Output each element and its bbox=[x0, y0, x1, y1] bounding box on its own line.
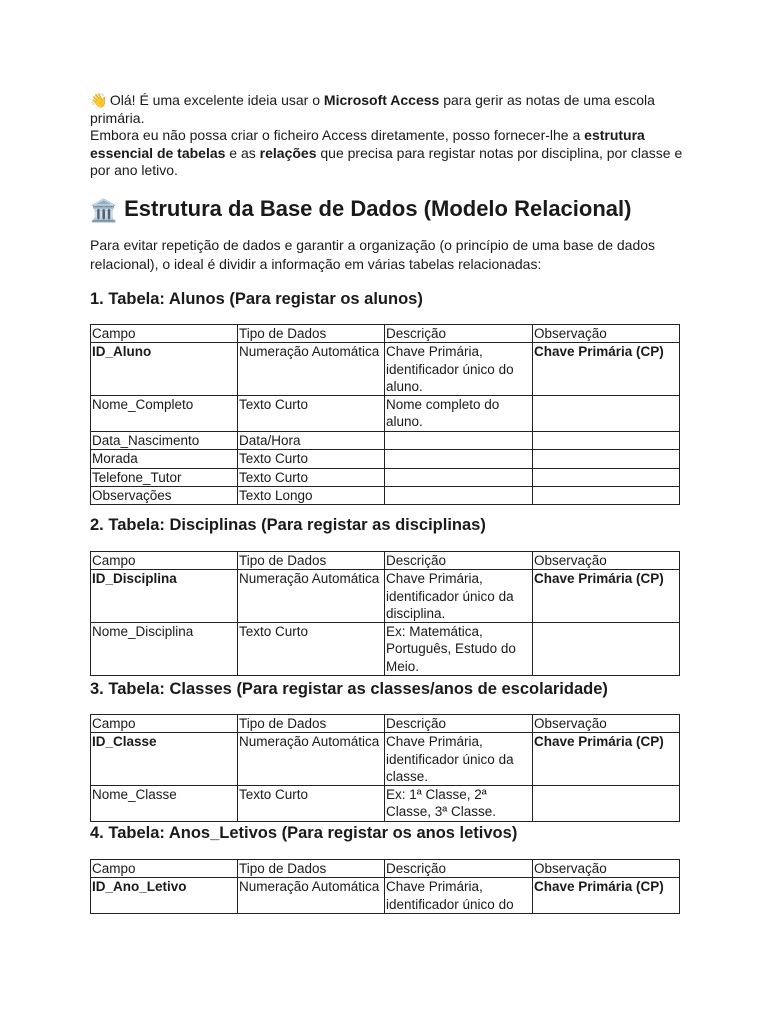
cell-tipo: Numeração Automática bbox=[238, 733, 385, 786]
cell-campo: Nome_Completo bbox=[91, 396, 238, 432]
header-cell: Observação bbox=[533, 552, 680, 570]
table-row bbox=[91, 468, 680, 486]
table-row bbox=[91, 343, 680, 396]
table-header-row bbox=[91, 860, 680, 878]
intro-bold: Microsoft Access bbox=[323, 92, 440, 108]
cell-tipo: Numeração Automática bbox=[238, 343, 385, 396]
table-disciplinas bbox=[90, 551, 680, 676]
table-row bbox=[91, 450, 680, 468]
header-cell: Campo bbox=[91, 715, 238, 733]
cell-observacao bbox=[533, 432, 680, 450]
header-cell: Tipo de Dados bbox=[238, 552, 385, 570]
cell-tipo: Texto Curto bbox=[238, 623, 385, 676]
classical-building-icon: 🏛️ bbox=[90, 198, 118, 223]
cell-descricao: Chave Primária, identificador único do aluno. bbox=[385, 343, 533, 396]
header-cell: Descrição bbox=[385, 325, 533, 343]
cell-campo: Nome_Disciplina bbox=[91, 623, 238, 676]
section-heading-text: Estrutura da Base de Dados (Modelo Relacional) bbox=[124, 196, 632, 221]
table-row bbox=[91, 786, 680, 822]
cell-campo: Morada bbox=[91, 450, 238, 468]
header-cell: Descrição bbox=[385, 552, 533, 570]
table-row bbox=[91, 432, 680, 450]
header-cell: Campo bbox=[91, 860, 238, 878]
cell-descricao: Ex: 1ª Classe, 2ª Classe, 3ª Classe. bbox=[385, 786, 533, 822]
cell-descricao bbox=[385, 450, 533, 468]
cell-campo: Telefone_Tutor bbox=[91, 468, 238, 486]
cell-tipo: Texto Curto bbox=[238, 786, 385, 822]
cell-observacao: Chave Primária (CP) bbox=[533, 570, 680, 623]
table-row bbox=[91, 487, 680, 505]
cell-observacao bbox=[533, 450, 680, 468]
cell-campo: ID_Disciplina bbox=[91, 570, 238, 623]
header-cell: Observação bbox=[533, 860, 680, 878]
cell-tipo: Texto Curto bbox=[238, 450, 385, 468]
cell-tipo: Texto Curto bbox=[238, 396, 385, 432]
cell-campo: Observações bbox=[91, 487, 238, 505]
intro-text: que precisa para registar notas por disciplina, por classe e por ano letivo. bbox=[90, 144, 683, 178]
intro-text: e as bbox=[225, 144, 260, 161]
cell-descricao: Ex: Matemática, Português, Estudo do Meio. bbox=[385, 623, 533, 676]
cell-descricao: Chave Primária, identificador único da classe. bbox=[385, 733, 533, 786]
cell-observacao: Chave Primária (CP) bbox=[533, 878, 680, 914]
table-anos-letivos bbox=[90, 859, 680, 914]
section-heading bbox=[90, 194, 730, 226]
intro-paragraph bbox=[90, 92, 690, 180]
intro-text: para gerir as notas de uma escola primária. bbox=[90, 92, 655, 126]
header-cell: Descrição bbox=[385, 860, 533, 878]
header-cell: Tipo de Dados bbox=[238, 325, 385, 343]
cell-tipo: Data/Hora bbox=[238, 432, 385, 450]
cell-descricao bbox=[385, 487, 533, 505]
table-header-row bbox=[91, 715, 680, 733]
table-header-row bbox=[91, 552, 680, 570]
cell-observacao bbox=[533, 487, 680, 505]
cell-campo: ID_Aluno bbox=[91, 343, 238, 396]
header-cell: Tipo de Dados bbox=[238, 860, 385, 878]
intro-bold: estrutura essencial de tabelas bbox=[90, 127, 645, 161]
table-heading-disciplinas: 2. Tabela: Disciplinas (Para registar as disciplinas) bbox=[90, 516, 486, 534]
cell-descricao: Chave Primária, identificador único do bbox=[385, 878, 533, 914]
cell-descricao bbox=[385, 468, 533, 486]
cell-observacao: Chave Primária (CP) bbox=[533, 733, 680, 786]
cell-descricao: Nome completo do aluno. bbox=[385, 396, 533, 432]
table-classes bbox=[90, 714, 680, 822]
cell-campo: Data_Nascimento bbox=[91, 432, 238, 450]
header-cell: Observação bbox=[533, 325, 680, 343]
table-row bbox=[91, 623, 680, 676]
header-cell: Tipo de Dados bbox=[238, 715, 385, 733]
cell-observacao: Chave Primária (CP) bbox=[533, 343, 680, 396]
intro-text: Embora eu não possa criar o ficheiro Access diretamente, posso fornecer-lhe a bbox=[90, 127, 585, 143]
table-row bbox=[91, 396, 680, 432]
cell-observacao bbox=[533, 396, 680, 432]
cell-observacao bbox=[533, 786, 680, 822]
table-row bbox=[91, 878, 680, 914]
cell-tipo: Numeração Automática bbox=[238, 878, 385, 914]
cell-observacao bbox=[533, 623, 680, 676]
cell-tipo: Texto Curto bbox=[238, 468, 385, 486]
cell-campo: ID_Ano_Letivo bbox=[91, 878, 238, 914]
intro-bold: relações bbox=[259, 144, 317, 161]
table-header-row bbox=[91, 325, 680, 343]
cell-campo: Nome_Classe bbox=[91, 786, 238, 822]
table-row bbox=[91, 733, 680, 786]
table-heading-anos-letivos: 4. Tabela: Anos_Letivos (Para registar os anos letivos) bbox=[90, 824, 518, 842]
table-row bbox=[91, 570, 680, 623]
table-heading-classes: 3. Tabela: Classes (Para registar as classes/anos de escolaridade) bbox=[90, 680, 608, 698]
cell-observacao bbox=[533, 468, 680, 486]
cell-descricao bbox=[385, 432, 533, 450]
header-cell: Descrição bbox=[385, 715, 533, 733]
header-cell: Observação bbox=[533, 715, 680, 733]
cell-campo: ID_Classe bbox=[91, 733, 238, 786]
cell-tipo: Numeração Automática bbox=[238, 570, 385, 623]
header-cell: Campo bbox=[91, 325, 238, 343]
cell-descricao: Chave Primária, identificador único da disciplina. bbox=[385, 570, 533, 623]
lead-paragraph: Para evitar repetição de dados e garantir a organização (o princípio de uma base de dados relacional), o ideal é dividir a informação em várias tabelas relacionadas: bbox=[90, 237, 656, 272]
cell-tipo: Texto Longo bbox=[238, 487, 385, 505]
table-heading-alunos: 1. Tabela: Alunos (Para registar os alunos) bbox=[90, 290, 423, 308]
header-cell: Campo bbox=[91, 552, 238, 570]
waving-hand-icon: 👋 bbox=[90, 92, 108, 108]
intro-text: Olá! É uma excelente ideia usar o bbox=[109, 92, 324, 108]
table-alunos bbox=[90, 324, 680, 505]
